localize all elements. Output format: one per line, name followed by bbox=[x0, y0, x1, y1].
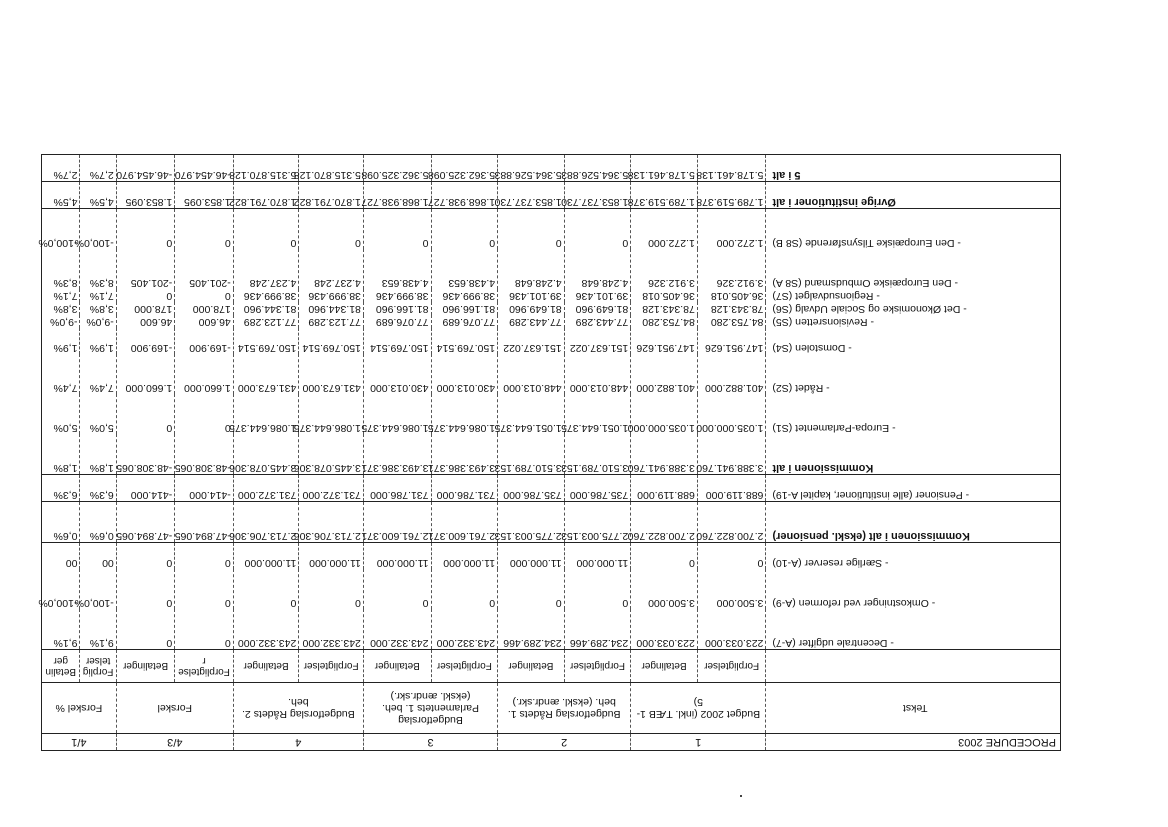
table-cell: 243.332.000 bbox=[233, 609, 299, 650]
header-budget-2002: Budget 2002 (inkl. TÆB 1-5) bbox=[631, 683, 766, 734]
table-cell: 1.868.938.727 bbox=[363, 182, 431, 209]
table-cell: 77.076.689 bbox=[363, 315, 431, 328]
table-cell: -169.900 bbox=[175, 328, 234, 354]
table-cell: -169.900 bbox=[116, 328, 175, 354]
header-tekst: Tekst bbox=[766, 683, 1061, 734]
table-cell: 1.086.644.375 bbox=[363, 394, 431, 434]
table-cell: 3,8% bbox=[80, 302, 116, 315]
table-cell: 178.000 bbox=[175, 302, 234, 315]
table-cell: 3.493.386.371 bbox=[431, 434, 498, 475]
table-cell: 150.769.514 bbox=[363, 328, 431, 354]
procedure-label: PROCEDURE 2003 bbox=[766, 734, 1061, 751]
table-row bbox=[42, 302, 1061, 315]
table-cell: 38.999.436 bbox=[431, 289, 498, 302]
table-cell: 1.660.000 bbox=[116, 354, 175, 394]
table-cell: -100,0% bbox=[42, 569, 80, 609]
table-row bbox=[42, 434, 1061, 475]
table-cell: 3.510.789.153 bbox=[564, 434, 631, 475]
table-cell: 2.761.600.371 bbox=[431, 502, 498, 543]
sub-header-empty bbox=[766, 650, 1061, 683]
table-cell: -47.894.065 bbox=[175, 502, 234, 543]
table-cell: 223.033.000 bbox=[697, 609, 766, 650]
table-cell: 1.035.000.000 bbox=[697, 394, 766, 434]
table-cell: 0 bbox=[564, 569, 631, 609]
table-cell: 243.332.000 bbox=[431, 609, 498, 650]
header-raadets-2-beh: Budgetforslag Rådets 2. beh. bbox=[233, 683, 363, 734]
table-row bbox=[42, 394, 1061, 434]
table-cell: 4.237.248 bbox=[233, 249, 299, 289]
table-cell: 0 bbox=[363, 209, 431, 250]
table-cell: 11.000.000 bbox=[564, 543, 631, 570]
table-cell: 4.248.648 bbox=[564, 249, 631, 289]
table-cell: 0 bbox=[431, 569, 498, 609]
col-number-4: 4 bbox=[233, 734, 363, 751]
table-cell: 1.853.737.730 bbox=[564, 182, 631, 209]
table-cell: 77.123.289 bbox=[233, 315, 299, 328]
table-cell: 0 bbox=[299, 569, 364, 609]
table-cell: 430.013.000 bbox=[363, 354, 431, 394]
sub-header-forpligtelser: Forpligtelser bbox=[299, 650, 364, 683]
table-cell: 0 bbox=[116, 609, 175, 650]
table-cell: 1.789.519.378 bbox=[697, 182, 766, 209]
header-forskel: Forskel bbox=[116, 683, 233, 734]
table-cell: 1.870.791.822 bbox=[233, 182, 299, 209]
row-label: - Den Europæiske Ombudsmand (S8 A) bbox=[766, 249, 1061, 289]
table-cell: 0 bbox=[233, 209, 299, 250]
row-label: - Den Europæiske Tilsynsførende (S8 B) bbox=[766, 209, 1061, 250]
table-cell: 77.123.289 bbox=[299, 315, 364, 328]
table-cell: 0,6% bbox=[42, 502, 80, 543]
table-cell: 2.700.822.760 bbox=[697, 502, 766, 543]
table-cell: 3.388.941.760 bbox=[697, 434, 766, 475]
table-cell: 4,5% bbox=[80, 182, 116, 209]
table-cell: 0 bbox=[299, 209, 364, 250]
table-cell: 46.600 bbox=[116, 315, 175, 328]
table-cell: 5,0% bbox=[80, 394, 116, 434]
table-cell: 1.086.644.375 bbox=[431, 394, 498, 434]
table-cell: 731.786.000 bbox=[431, 475, 498, 502]
table-row bbox=[42, 289, 1061, 302]
sub-header-betalinger: Betalinger bbox=[233, 650, 299, 683]
row-label: - Europa-Parlamentet (S1) bbox=[766, 394, 1061, 434]
table-cell: 0 bbox=[233, 569, 299, 609]
table-cell: 0 bbox=[564, 209, 631, 250]
table-cell: 81.649.960 bbox=[498, 302, 565, 315]
row-label: - Rådet (S2) bbox=[766, 354, 1061, 394]
table-cell: 0 bbox=[498, 569, 565, 609]
table-cell: -201.405 bbox=[175, 249, 234, 289]
table-cell: 0 bbox=[431, 209, 498, 250]
table-cell: -100,0% bbox=[80, 569, 116, 609]
table-cell: 1.051.644.375 bbox=[498, 394, 565, 434]
budget-table bbox=[38, 154, 1061, 751]
table-cell: 4.438.653 bbox=[431, 249, 498, 289]
row-label: - Decentrale udgifter (A-7) bbox=[766, 609, 1061, 650]
table-cell: -46.454.970 bbox=[175, 155, 234, 182]
table-cell: 688.119.000 bbox=[697, 475, 766, 502]
table-cell: 234.289.466 bbox=[498, 609, 565, 650]
table-cell: 2.700.822.760 bbox=[631, 502, 698, 543]
table-cell: 150.769.514 bbox=[431, 328, 498, 354]
table-cell: 00 bbox=[42, 543, 80, 570]
table-cell: -47.894.065 bbox=[116, 502, 175, 543]
table-cell: 4.248.648 bbox=[498, 249, 565, 289]
table-cell: 81.166.960 bbox=[431, 302, 498, 315]
table-cell: 6,3% bbox=[42, 475, 80, 502]
table-cell: 0 bbox=[175, 569, 234, 609]
table-cell: -48.308.065 bbox=[175, 434, 234, 475]
table-cell: 0 bbox=[116, 543, 175, 570]
table-cell: 84.753.280 bbox=[631, 315, 698, 328]
table-row bbox=[42, 502, 1061, 543]
table-cell: -100,0% bbox=[80, 209, 116, 250]
table-cell: 1,9% bbox=[80, 328, 116, 354]
sub-header-forpligtelser: Forpligtelser bbox=[80, 650, 116, 683]
table-cell: 3.388.941.760 bbox=[631, 434, 698, 475]
sub-header-betalinger: Betalinger bbox=[363, 650, 431, 683]
table-cell: 1.853.737.730 bbox=[498, 182, 565, 209]
table-row bbox=[42, 182, 1061, 209]
table-cell: 39.101.436 bbox=[498, 289, 565, 302]
table-cell: 1.086.644.375 bbox=[233, 394, 299, 434]
table-row bbox=[42, 209, 1061, 250]
table-cell: 5.364.526.883 bbox=[498, 155, 565, 182]
table-cell: 1.789.519.378 bbox=[631, 182, 698, 209]
table-cell: 78.343.128 bbox=[631, 302, 698, 315]
table-cell: -201.405 bbox=[116, 249, 175, 289]
table-cell: 9,1% bbox=[42, 609, 80, 650]
table-cell: 1,8% bbox=[80, 434, 116, 475]
table-cell: 2.713.706.306 bbox=[233, 502, 299, 543]
table-cell: 448.013.000 bbox=[498, 354, 565, 394]
table-cell: 151.637.022 bbox=[498, 328, 565, 354]
row-label: Øvrige institutioner i alt bbox=[766, 182, 1061, 209]
table-cell: 1.660.000 bbox=[175, 354, 234, 394]
table-row bbox=[42, 328, 1061, 354]
table-cell: 731.372.000 bbox=[233, 475, 299, 502]
table-cell: 11.000.000 bbox=[299, 543, 364, 570]
table-cell: 7,1% bbox=[80, 289, 116, 302]
table-cell: 0 bbox=[116, 569, 175, 609]
table-cell: 2,7% bbox=[80, 155, 116, 182]
table-cell: 0 bbox=[116, 394, 175, 434]
table-cell: 151.637.022 bbox=[564, 328, 631, 354]
table-cell: 00 bbox=[80, 543, 116, 570]
table-cell: 3.500.000 bbox=[697, 569, 766, 609]
table-cell: 430.013.000 bbox=[431, 354, 498, 394]
table-cell: 77.443.289 bbox=[498, 315, 565, 328]
table-cell: 3.510.789.153 bbox=[498, 434, 565, 475]
table-cell: 2.775.003.153 bbox=[564, 502, 631, 543]
col-number-2: 2 bbox=[498, 734, 631, 751]
table-row bbox=[42, 155, 1061, 182]
table-cell: 1.272.000 bbox=[631, 209, 698, 250]
row-label: 5 i alt bbox=[766, 155, 1061, 182]
sub-header-betalinger: Betalinger bbox=[498, 650, 565, 683]
table-cell: 1.870.791.822 bbox=[299, 182, 364, 209]
table-cell: 234.289.466 bbox=[564, 609, 631, 650]
table-cell: 4.237.248 bbox=[299, 249, 364, 289]
stray-dot bbox=[740, 795, 742, 797]
table-cell: 5.362.325.098 bbox=[363, 155, 431, 182]
table-cell: 81.649.960 bbox=[564, 302, 631, 315]
header-forskel-pct: Forskel % bbox=[42, 683, 117, 734]
table-cell: 688.119.000 bbox=[631, 475, 698, 502]
table-cell: 178.000 bbox=[116, 302, 175, 315]
table-cell: 0 bbox=[363, 569, 431, 609]
table-row bbox=[42, 543, 1061, 570]
table-cell: 1,8% bbox=[42, 434, 80, 475]
table-cell: 0,6% bbox=[80, 502, 116, 543]
column-header-row bbox=[42, 683, 1061, 734]
sub-header-forpligtelser: Forpligtelser bbox=[564, 650, 631, 683]
col-number-3: 3 bbox=[363, 734, 497, 751]
table-cell: 401.882.000 bbox=[697, 354, 766, 394]
table-cell: -48.308.065 bbox=[116, 434, 175, 475]
table-cell: 431.673.000 bbox=[233, 354, 299, 394]
sub-header-betalinger: Betalinger bbox=[42, 650, 80, 683]
table-cell: 735.786.000 bbox=[498, 475, 565, 502]
table-cell: 0 bbox=[175, 289, 234, 302]
table-cell: 78.343.128 bbox=[697, 302, 766, 315]
table-cell: 6,3% bbox=[80, 475, 116, 502]
table-cell: 2.713.706.306 bbox=[299, 502, 364, 543]
sub-header-betalinger: Betalinger bbox=[116, 650, 175, 683]
table-cell: 243.332.000 bbox=[363, 609, 431, 650]
row-label: - Regionsudvalget (S7) bbox=[766, 289, 1061, 302]
sub-header-forpligtelser: Forpligtelser bbox=[697, 650, 766, 683]
sub-header-forpligtelser: Forpligtelser bbox=[175, 650, 234, 683]
sub-header-row bbox=[42, 650, 1061, 683]
table-cell: -46.454.970 bbox=[116, 155, 175, 182]
table-cell: 36.405.018 bbox=[631, 289, 698, 302]
table-cell: 735.786.000 bbox=[564, 475, 631, 502]
table-cell: 3.493.386.371 bbox=[363, 434, 431, 475]
table-cell: 731.372.000 bbox=[299, 475, 364, 502]
table-cell: -9,0% bbox=[42, 315, 80, 328]
table-cell: 77.443.289 bbox=[564, 315, 631, 328]
table-cell: 7,4% bbox=[42, 354, 80, 394]
table-cell: 0 bbox=[498, 209, 565, 250]
table-cell: 243.332.000 bbox=[299, 609, 364, 650]
table-cell: 3.500.000 bbox=[631, 569, 698, 609]
table-cell: 401.882.000 bbox=[631, 354, 698, 394]
table-cell: 46.600 bbox=[175, 315, 234, 328]
table-cell: 5.364.526.883 bbox=[564, 155, 631, 182]
table-cell: 0 bbox=[175, 609, 234, 650]
table-cell: 1.051.644.375 bbox=[564, 394, 631, 434]
table-cell: 448.013.000 bbox=[564, 354, 631, 394]
table-cell: 223.033.000 bbox=[631, 609, 698, 650]
table-cell: 11.000.000 bbox=[498, 543, 565, 570]
table-cell: 38.999.436 bbox=[363, 289, 431, 302]
table-cell: 431.673.000 bbox=[299, 354, 364, 394]
row-label: - Revisionsretten (S5) bbox=[766, 315, 1061, 328]
row-label: Kommissionen i alt (ekskl. pensioner) bbox=[766, 502, 1061, 543]
table-cell: 1.272.000 bbox=[697, 209, 766, 250]
header-parlamentets-1-beh: Budgetforslag Parlamentets 1. beh. (ekskl. ændr.skr.) bbox=[363, 683, 497, 734]
table-cell: -414.000 bbox=[175, 475, 234, 502]
table-cell: 5.178.461.138 bbox=[631, 155, 698, 182]
table-row bbox=[42, 249, 1061, 289]
table-row bbox=[42, 609, 1061, 650]
table-cell: 4.438.653 bbox=[363, 249, 431, 289]
table-cell: 3.912.326 bbox=[631, 249, 698, 289]
table-cell: -9,0% bbox=[80, 315, 116, 328]
table-cell: 5.315.870.128 bbox=[299, 155, 364, 182]
table-cell: 1.853.095 bbox=[175, 182, 234, 209]
table-cell: 2,7% bbox=[42, 155, 80, 182]
header-raadets-1-beh: Budgetforslag Rådets 1. beh. (ekskl. ændr.skr.) bbox=[498, 683, 631, 734]
table-cell: 81.344.960 bbox=[299, 302, 364, 315]
table-cell: 1.086.644.375 bbox=[299, 394, 364, 434]
table-row bbox=[42, 475, 1061, 502]
table-cell: 731.786.000 bbox=[363, 475, 431, 502]
table-row bbox=[42, 354, 1061, 394]
table-cell: 38.999.436 bbox=[233, 289, 299, 302]
table-cell: 3.912.326 bbox=[697, 249, 766, 289]
col-number-1: 1 bbox=[631, 734, 766, 751]
row-label: - Omkostninger ved reformen (A-9) bbox=[766, 569, 1061, 609]
table-cell: -414.000 bbox=[116, 475, 175, 502]
col-number-4-1: 4/1 bbox=[42, 734, 117, 751]
table-cell: -100,0% bbox=[42, 209, 80, 250]
row-label: - Det Økonomiske og Sociale Udvalg (S6) bbox=[766, 302, 1061, 315]
table-cell: 0 bbox=[175, 394, 234, 434]
table-row bbox=[42, 569, 1061, 609]
table-cell: 5.315.870.128 bbox=[233, 155, 299, 182]
table-cell: 2.775.003.153 bbox=[498, 502, 565, 543]
sub-header-betalinger: Betalinger bbox=[631, 650, 698, 683]
table-cell: 0 bbox=[175, 209, 234, 250]
table-row bbox=[42, 315, 1061, 328]
row-label: - Særlige reserver (A-10) bbox=[766, 543, 1061, 570]
table-cell: 9,1% bbox=[80, 609, 116, 650]
table-cell: 5.178.461.138 bbox=[697, 155, 766, 182]
table-cell: 77.076.689 bbox=[431, 315, 498, 328]
table-cell: 11.000.000 bbox=[233, 543, 299, 570]
table-cell: 11.000.000 bbox=[363, 543, 431, 570]
table-cell: 5,0% bbox=[42, 394, 80, 434]
table-cell: 1,9% bbox=[42, 328, 80, 354]
col-number-4-3: 4/3 bbox=[116, 734, 233, 751]
table-cell: 3,8% bbox=[42, 302, 80, 315]
table-cell: 7,1% bbox=[42, 289, 80, 302]
table-cell: 5.362.325.098 bbox=[431, 155, 498, 182]
table-cell: 81.344.960 bbox=[233, 302, 299, 315]
table-cell: 0 bbox=[697, 543, 766, 570]
table-cell: 36.405.018 bbox=[697, 289, 766, 302]
sub-header-forpligtelser: Forpligtelser bbox=[431, 650, 498, 683]
row-label: Kommissionen i alt bbox=[766, 434, 1061, 475]
table-cell: 7,4% bbox=[80, 354, 116, 394]
row-label: - Pensioner (alle institutioner, kapitel A-19) bbox=[766, 475, 1061, 502]
table-cell: 0 bbox=[116, 209, 175, 250]
table-cell: 84.753.280 bbox=[697, 315, 766, 328]
table-cell: 0 bbox=[116, 289, 175, 302]
table-cell: 150.769.514 bbox=[299, 328, 364, 354]
column-number-row bbox=[42, 734, 1061, 751]
table-cell: 150.769.514 bbox=[233, 328, 299, 354]
table-cell: 38.999.436 bbox=[299, 289, 364, 302]
table-cell: 0 bbox=[175, 543, 234, 570]
table-cell: 1.035.000.000 bbox=[631, 394, 698, 434]
table-cell: 2.761.600.371 bbox=[363, 502, 431, 543]
table-cell: 11.000.000 bbox=[431, 543, 498, 570]
table-cell: 8,3% bbox=[42, 249, 80, 289]
table-cell: 1.853.095 bbox=[116, 182, 175, 209]
row-label: - Domstolen (S4) bbox=[766, 328, 1061, 354]
table-cell: 0 bbox=[631, 543, 698, 570]
table-cell: 1.868.938.727 bbox=[431, 182, 498, 209]
table-cell: 39.101.436 bbox=[564, 289, 631, 302]
table-cell: 81.166.960 bbox=[363, 302, 431, 315]
table-cell: 3.445.078.306 bbox=[233, 434, 299, 475]
table-cell: 4,5% bbox=[42, 182, 80, 209]
table-cell: 8,3% bbox=[80, 249, 116, 289]
table-cell: 3.445.078.306 bbox=[299, 434, 364, 475]
table-cell: 147.951.626 bbox=[631, 328, 698, 354]
table-cell: 147.951.626 bbox=[697, 328, 766, 354]
